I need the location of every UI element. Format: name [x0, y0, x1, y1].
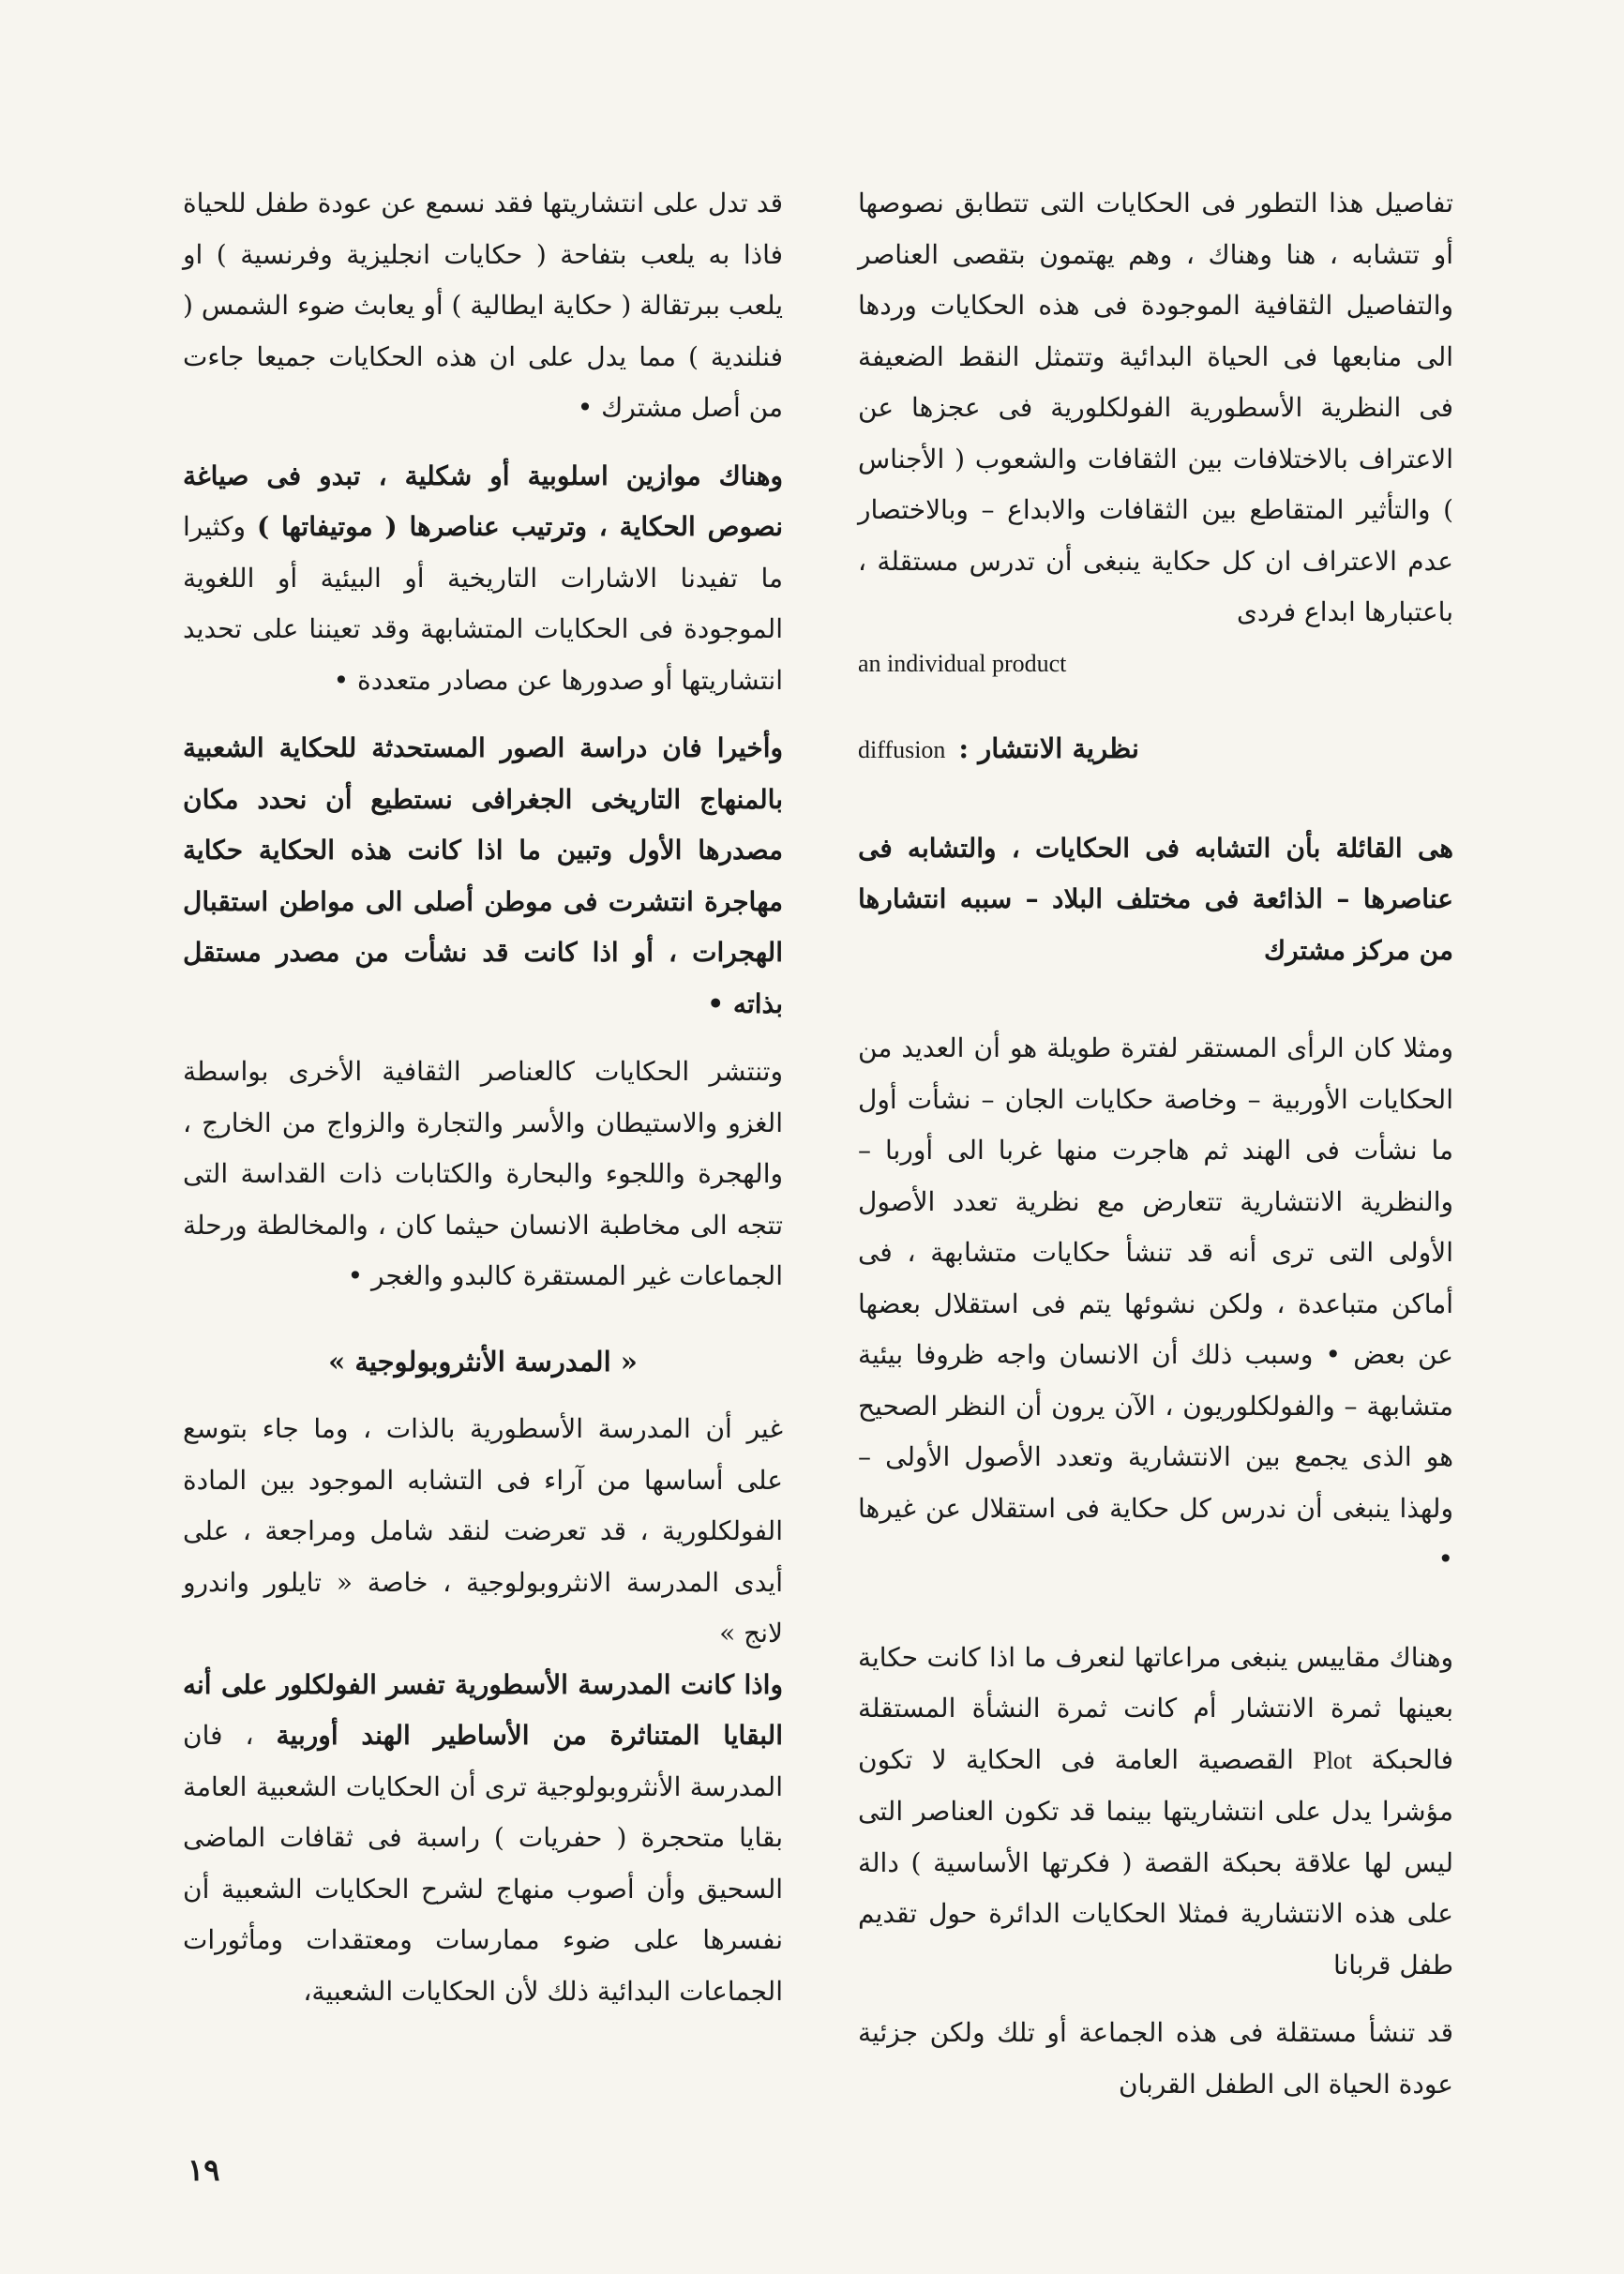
left-paragraph-3: وأخيرا فان دراسة الصور المستحدثة للحكاية الشعبية بالمنهاج التاريخى الجغرافى نستطيع أن نحدد مكان مصدرها الأول وتبين ما اذا كانت هذه الحكاية حكاية مهاجرة انتشرت فى موطن أصلى الى مواطن استقبال الهجرات ، أو اذا كانت قد نشأت من مصدر مستقل بذاته •: [183, 732, 783, 1019]
right-paragraph-4: قد تنشأ مستقلة فى هذه الجماعة أو تلك ولكن جزئية عودة الحياة الى الطفل القربان: [858, 2017, 1453, 2100]
diffusion-heading-arabic: نظرية الانتشار :: [958, 732, 1139, 764]
diffusion-definition: هى القائلة بأن التشابه فى الحكايات ، والتشابه فى عناصرها – الذائعة فى مختلف البلاد – سببه انتشارها من مركز مشترك: [858, 832, 1453, 966]
left-paragraph-2: [183, 451, 783, 707]
right-paragraph-3: [858, 1633, 1453, 1992]
left-paragraph-6-rest: ، فان المدرسة الأنثروبولوجية ترى أن الحكايات الشعبية العامة بقايا متحجرة ( حفريات ) راسبة فى ثقافات الماضى السحيق وأن أصوب منهاج لشرح الحكايات الشعبية أن نفسرها على ضوء ممارسات ومعتقدات ومأثورات الجماعات البدائية ذلك لأن الحكايات الشعبية،: [183, 1720, 783, 2007]
left-paragraph-5: غير أن المدرسة الأسطورية بالذات ، وما جاء بتوسع على أساسها من آراء فى التشابه الموجود بين المادة الفولكلورية ، قد تعرضت لنقد شامل ومراجعة ، على أيدى المدرسة الانثروبولوجية ، خاصة « تايلور واندرو لانج »: [183, 1413, 783, 1649]
left-paragraph-1: قد تدل على انتشاريتها فقد نسمع عن عودة طفل للحياة فاذا به يلعب بتفاحة ( حكايات انجليزية وفرنسية ) او يلعب ببرتقالة ( حكاية ايطالية ) أو يعابث ضوء الشمس ( فنلندية ) مما يدل على ان هذه الحكايات جميعا جاءت من أصل مشترك •: [183, 188, 783, 423]
left-paragraph-2-bold: وهناك موازين اسلوبية أو شكلية ، تبدو فى صياغة نصوص الحكاية ، وترتيب عناصرها ( موتيفاتها ): [183, 459, 783, 542]
diffusion-heading-english: diffusion: [858, 736, 946, 763]
right-column: [858, 178, 1453, 2110]
english-term-individual-product: an individual product: [858, 649, 1067, 677]
left-column: [183, 178, 783, 2017]
left-paragraph-6: [183, 1660, 783, 2018]
english-term-plot: Plot: [1313, 1746, 1353, 1774]
right-paragraph-3-end: القصصية العامة فى الحكاية لا تكون مؤشرا يدل على انتشاريتها بينما قد تكون العناصر التى ليس لها علاقة بحبكة القصة ( فكرتها الأساسية ) دالة على هذه الانتشارية فمثلا الحكايات الدائرة حول تقديم طفل قربانا: [858, 1743, 1453, 1980]
right-paragraph-2: ومثلا كان الرأى المستقر لفترة طويلة هو أن العديد من الحكايات الأوربية – وخاصة حكايات الجان – نشأت أول ما نشأت فى الهند ثم هاجرت منها غربا الى أوربا – والنظرية الانتشارية تتعارض مع نظرية تعدد الأصول الأولى التى ترى أنه قد تنشأ حكايات متشابهة ، فى أماكن متباعدة ، ولكن نشوئها يتم فى استقلال بعضها عن بعض • وسبب ذلك أن الانسان واجه ظروفا بيئية متشابهة – والفولكلوريون ، الآن يرون أن النظر الصحيح هو الذى يجمع بين الانتشارية وتعدد الأصول الأولى – ولهذا ينبغى أن ندرس كل حكاية فى استقلال عن غيرها •: [858, 1032, 1453, 1574]
right-paragraph-1: تفاصيل هذا التطور فى الحكايات التى تتطابق نصوصها أو تتشابه ، هنا وهناك ، وهم يهتمون بتقصى العناصر والتفاصيل الثقافية الموجودة فى هذه الحكايات وردها الى منابعها فى الحياة البدائية وتتمثل النقط الضعيفة فى النظرية الأسطورية الفولكلورية فى عجزها عن الاعتراف بالاختلافات بين الثقافات والشعوب ( الأجناس ) والتأثير المتقاطع بين الثقافات والابداع – وبالاختصار عدم الاعتراف ان كل حكاية ينبغى أن تدرس مستقلة ، باعتبارها ابداع فردى: [858, 188, 1453, 627]
right-paragraph-3-start: وهناك مقاييس ينبغى مراعاتها لنعرف ما اذا كانت حكاية بعينها ثمرة الانتشار أم كانت ثمرة النشأة المستقلة فالحبكة: [858, 1641, 1453, 1775]
diffusion-heading: [858, 723, 1453, 776]
left-paragraph-6-bold: واذا كانت المدرسة الأسطورية تفسر الفولكلور على أنه البقايا المتناثرة من الأساطير الهند أوربية: [183, 1668, 783, 1751]
page-number: ١٩: [188, 2152, 220, 2188]
left-paragraph-4: وتنتشر الحكايات كالعناصر الثقافية الأخرى بواسطة الغزو والاستيطان والأسر والتجارة والزواج من الخارج ، والهجرة واللجوء والبحارة والكتابات ذات القداسة التى تتجه الى مخاطبة الانسان حيثما كان ، والمخالطة ورحلة الجماعات غير المستقرة كالبدو والغجر •: [183, 1056, 783, 1291]
anthropological-school-heading: « المدرسة الأنثروبولوجية »: [328, 1345, 638, 1378]
left-paragraph-2-rest: وكثيرا ما تفيدنا الاشارات التاريخية أو البيئية أو اللغوية الموجودة فى الحكايات المتشابهة وقد تعيننا على تحديد انتشاريتها أو صدورها عن مصادر متعددة •: [183, 511, 783, 696]
